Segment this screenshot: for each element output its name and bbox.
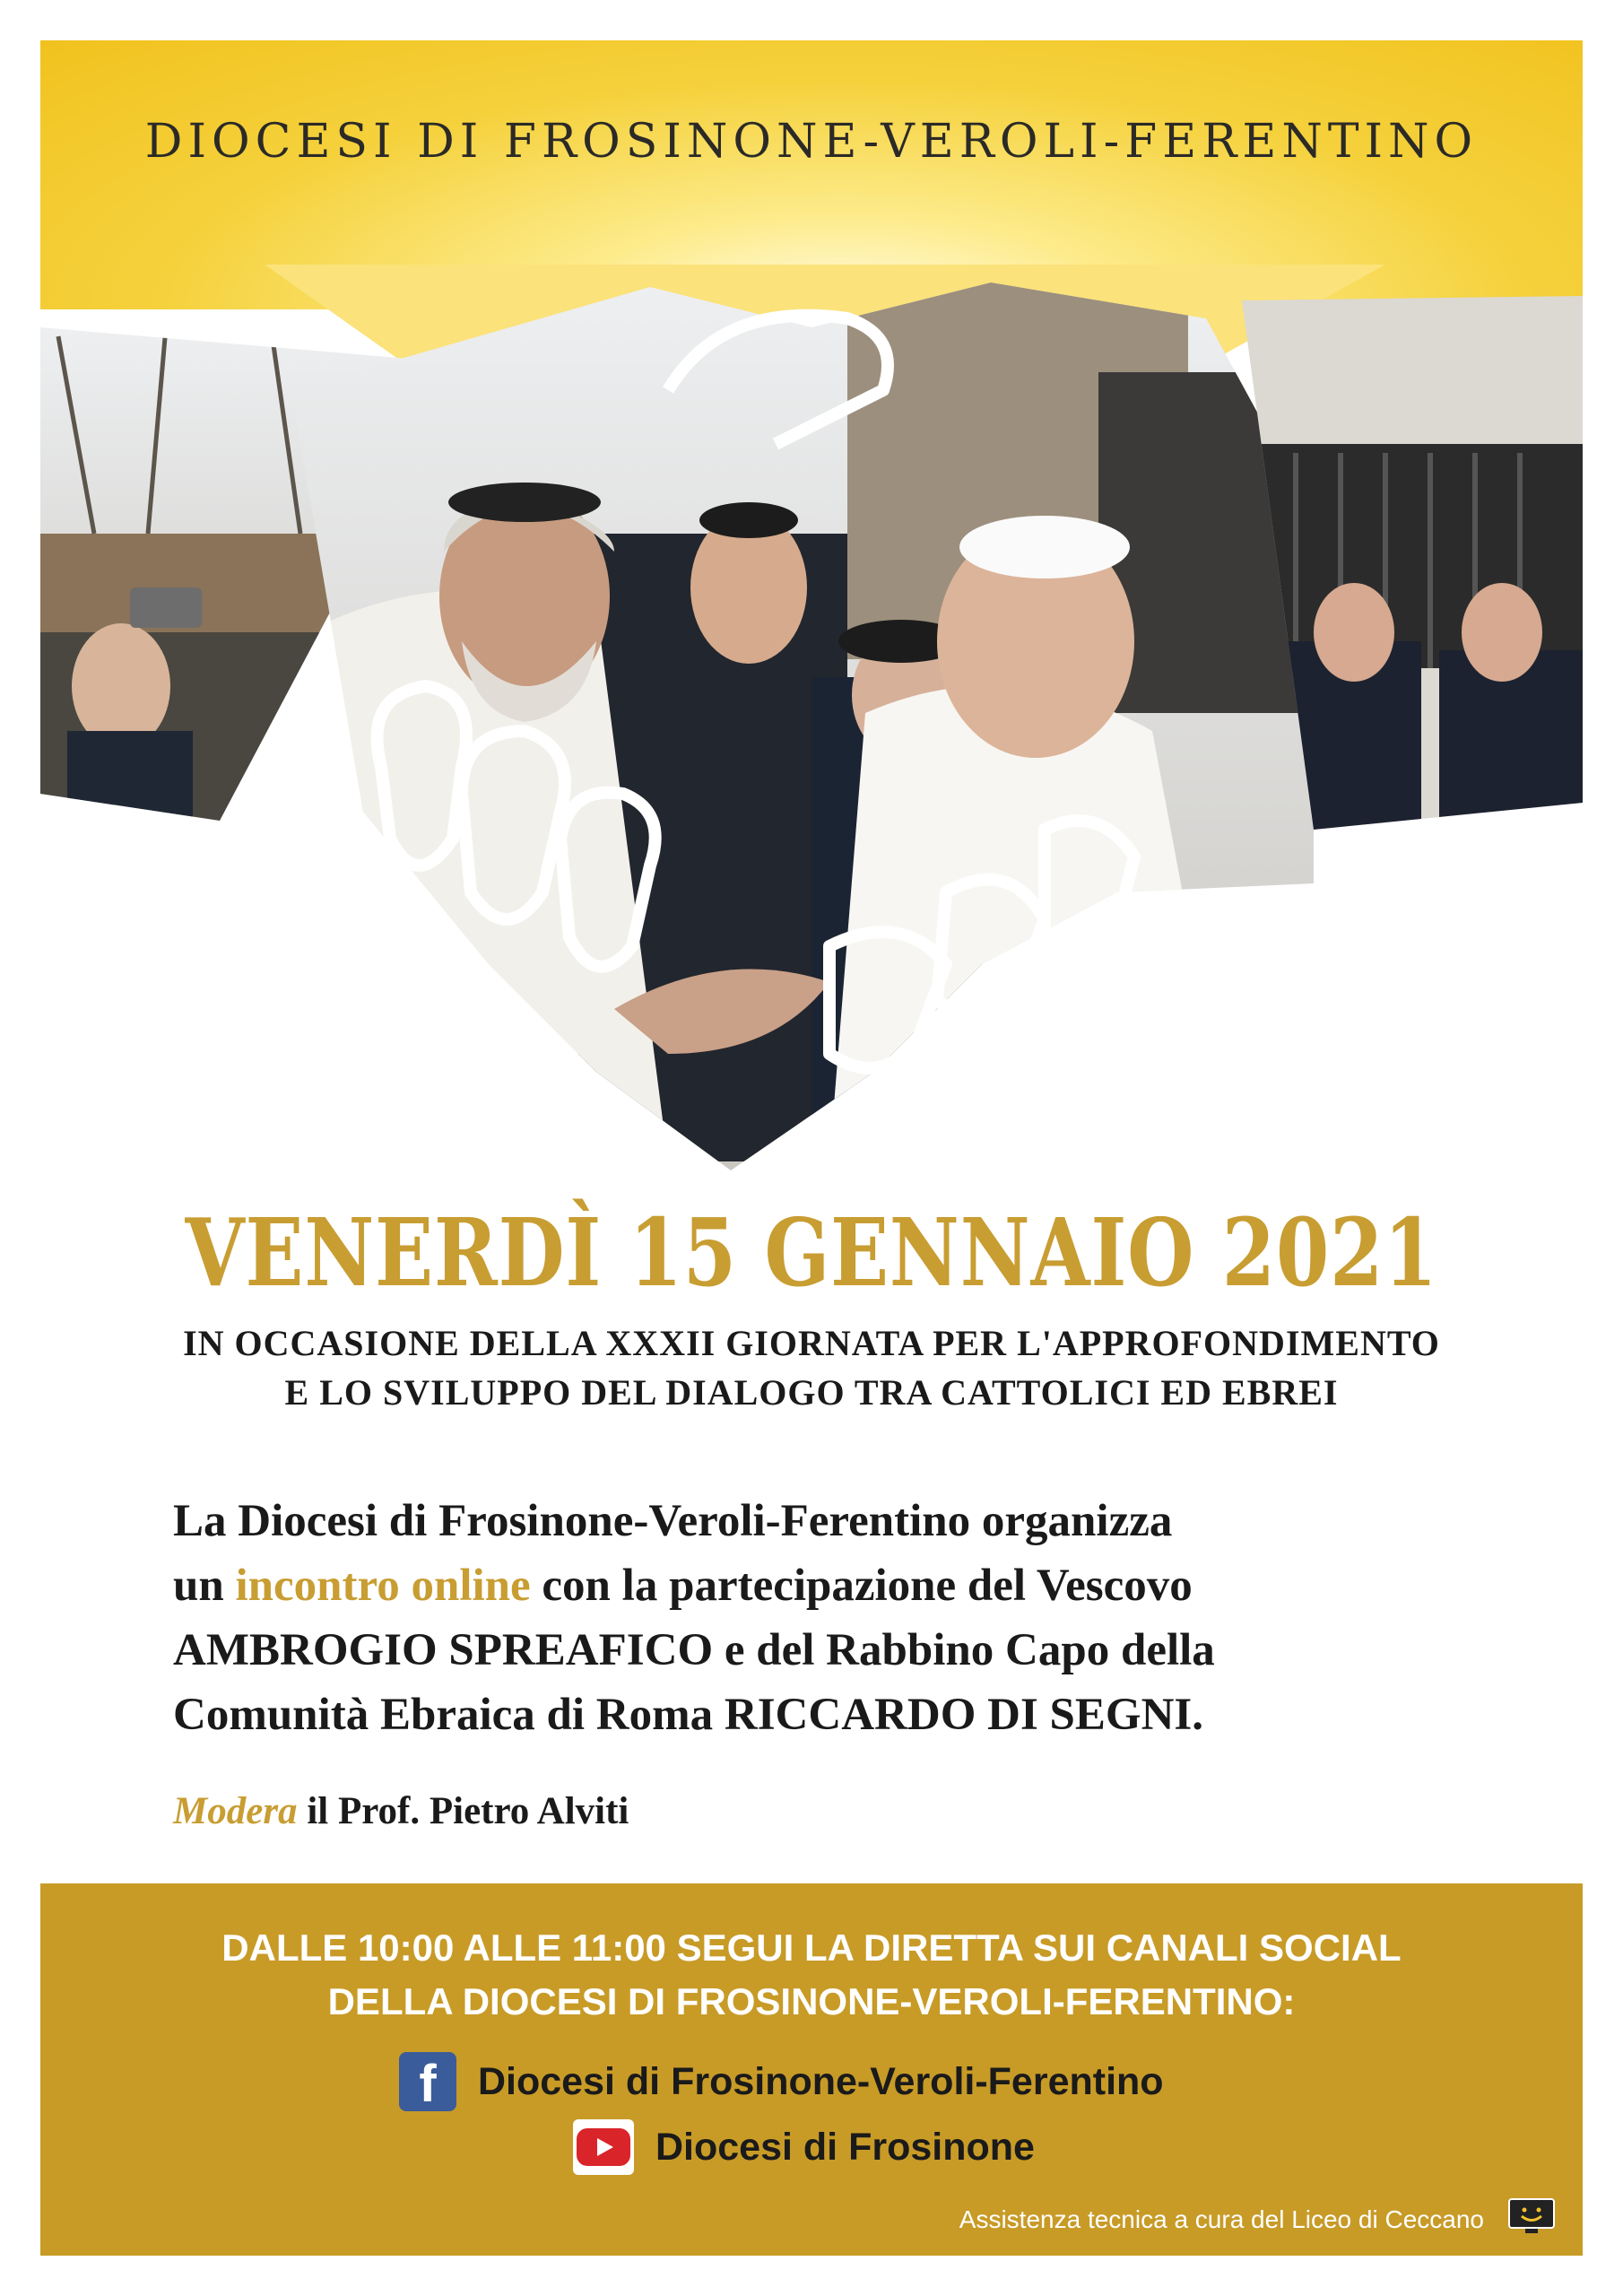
- online-meeting-highlight: incontro online: [235, 1561, 531, 1611]
- intro-line-2-suffix: con la partecipazione del Vescovo: [530, 1561, 1193, 1611]
- event-description: [173, 1489, 1518, 1747]
- event-date: VENERDÌ 15 GENNAIO 2021: [185, 1197, 1438, 1308]
- center-photo-fragment: [265, 265, 1341, 1188]
- moderator-name: il Prof. Pietro Alviti: [297, 1790, 629, 1832]
- live-info: [40, 1921, 1583, 2029]
- poster: [40, 40, 1583, 2256]
- technical-assistance: Assistenza tecnica a cura del Liceo di Ceccano: [959, 2205, 1484, 2233]
- occasion-line-2: E LO SVILUPPO DEL DIALOGO TRA CATTOLICI ED EBREI: [284, 1372, 1339, 1413]
- youtube-channel[interactable]: [573, 2116, 1035, 2179]
- moderator: [173, 1789, 1070, 1833]
- tv-smile-icon: [1507, 2197, 1556, 2235]
- facebook-channel-label[interactable]: Diocesi di Frosinone-Veroli-Ferentino: [478, 2059, 1164, 2103]
- intro-line-2: [173, 1553, 1518, 1618]
- facebook-channel[interactable]: [399, 2050, 1164, 2113]
- youtube-channel-label[interactable]: Diocesi di Frosinone: [655, 2125, 1035, 2169]
- facebook-glyph: f: [419, 2055, 437, 2111]
- youtube-play-button: [577, 2128, 630, 2166]
- live-line-1: DALLE 10:00 ALLE 11:00 SEGUI LA DIRETTA SUI CANALI SOCIAL: [221, 1926, 1402, 1969]
- handshake-illustration: [40, 265, 1583, 1188]
- intro-line-4: Comunità Ebraica di Roma RICCARDO DI SEGNI.: [173, 1690, 1204, 1740]
- handshake-photo: [40, 265, 1583, 1188]
- intro-line-1: La Diocesi di Frosinone-Veroli-Ferentino organizza: [173, 1496, 1173, 1546]
- facebook-icon: [399, 2052, 456, 2111]
- live-line-2: DELLA DIOCESI DI FROSINONE-VEROLI-FERENTINO:: [327, 1980, 1296, 2022]
- youtube-icon: [573, 2119, 634, 2175]
- diocese-title: DIOCESI DI FROSINONE-VEROLI-FERENTINO: [144, 115, 1479, 169]
- event-occasion: [40, 1318, 1583, 1417]
- intro-line-2-prefix: un: [173, 1561, 236, 1611]
- moderator-label: Modera: [173, 1790, 298, 1832]
- footer-band: [40, 1883, 1583, 2256]
- occasion-line-1: IN OCCASIONE DELLA XXXII GIORNATA PER L'APPROFONDIMENTO: [183, 1323, 1440, 1363]
- intro-line-3: AMBROGIO SPREAFICO e del Rabbino Capo della: [173, 1625, 1215, 1675]
